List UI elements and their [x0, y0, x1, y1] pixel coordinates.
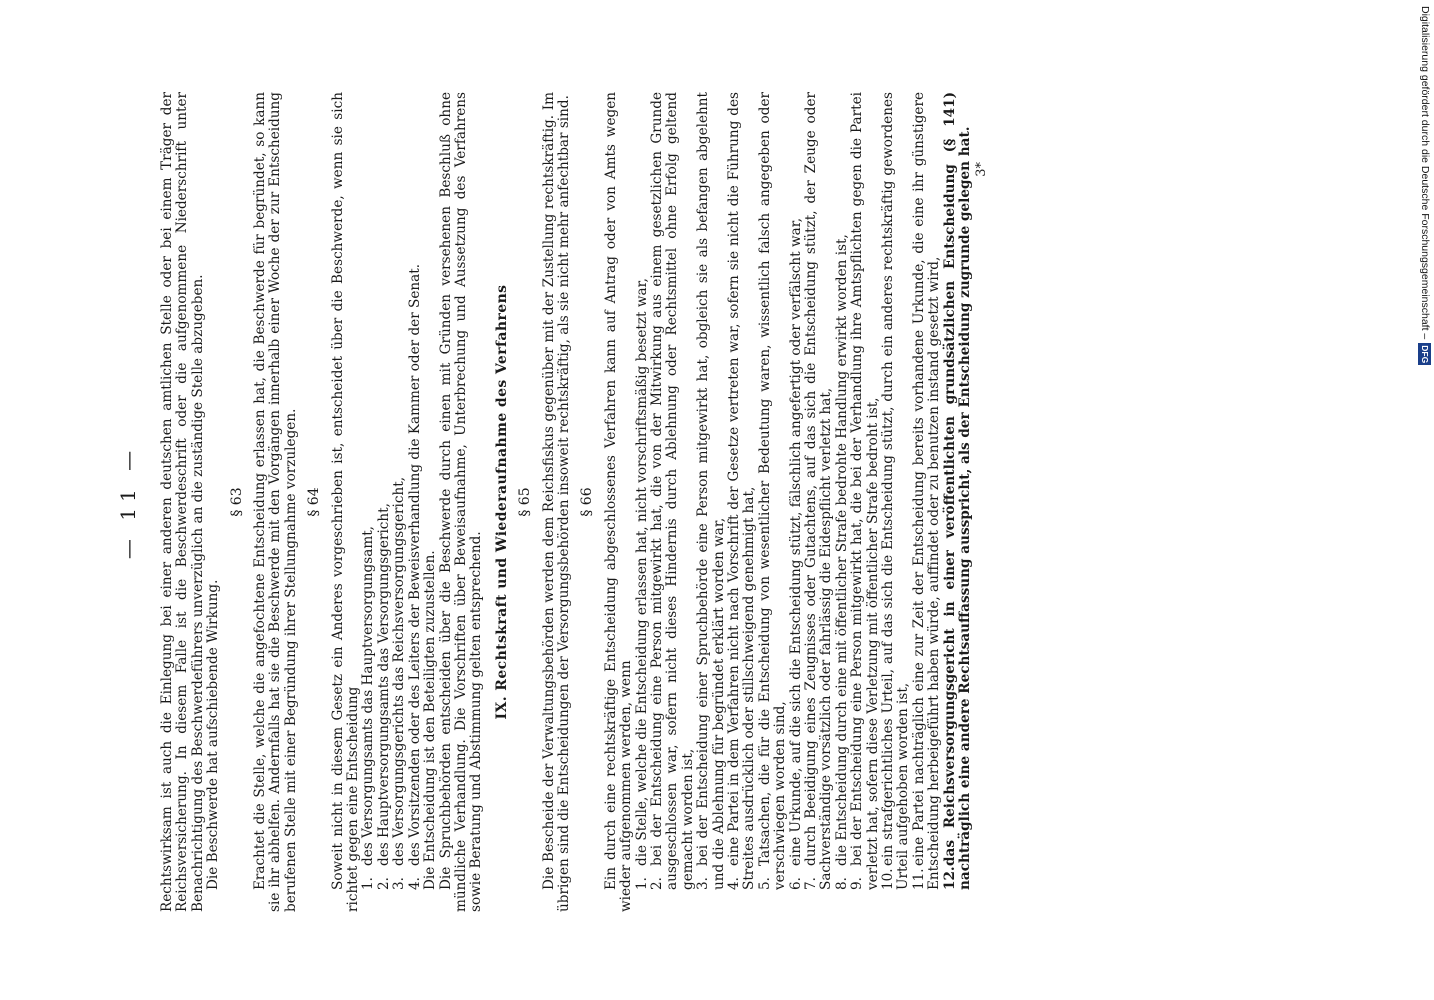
section-66-heading: § 66: [579, 487, 596, 517]
digitization-credit-text: Digitalisierung gefördert durch die Deutsche Forschungsgemeinschaft –: [1419, 6, 1431, 340]
list-66: [635, 92, 974, 912]
chapter-9-heading: IX. Rechtskraft und Wiederaufnahme des Verfahrens: [493, 284, 510, 720]
paragraph-64-delivery: Die Entscheidung ist den Beteiligten zuzustellen.: [422, 550, 439, 890]
list-item: 1.die Stelle, welche die Entscheidung erlassen hat, nicht vorschriftsmäßig besetzt war,: [633, 278, 650, 890]
list-item: 5.Tatsachen, die für die Entscheidung von wesentlicher Bedeutung waren, wissentlich falsch angegeben oder verschwiegen worden sind,: [756, 92, 789, 890]
list-item: 6.eine Urkunde, auf die sich die Entscheidung stützt, fälschlich angefertigt oder verfälscht war,: [787, 217, 804, 890]
list-item: 4.des Vorsitzenden oder des Leiters der Beweisverhandlung die Kammer oder der Senat.: [406, 263, 423, 890]
list-item: 3.bei der Entscheidung einer Spruchbehörde eine Person mitgewirkt hat, obgleich sie als befangen abgelehnt und die Ablehnung für begründet erklärt worden war,: [695, 92, 727, 890]
section-65-heading: § 65: [517, 487, 534, 517]
list-item: 2.des Hauptversorgungsamts das Versorgungsgericht,: [375, 503, 392, 890]
list-item: 10.ein strafgerichtliches Urteil, auf das sich die Entscheidung stützt, durch ein anderes rechtskräftig gewordenes Urteil aufgehoben worden ist,: [880, 92, 912, 890]
list-item: 9.bei der Entscheidung eine Person mitgewirkt hat, die bei der Verhandlung ihre Amtspflichten gegen die Partei verletzt hat, sofern diese Verletzung mit öffentlicher Strafe bedroht ist,: [849, 92, 881, 890]
section-63-heading: § 63: [228, 487, 245, 517]
paragraph-62-continued: Rechtswirksam ist auch die Einlegung bei einer anderen deutschen amtlichen Stelle oder bei einem Träger der Reichsversicherung. In diesem Falle ist die Beschwerdeschrift oder die aufgenommene Niederschrift unter Benachrichtigung des Beschwerdeführers unverzüglich an die zuständige Stelle abzugeben.: [159, 92, 206, 912]
paragraph-64-procedure: Die Spruchbehörden entscheiden über die Beschwerde durch einen mit Gründen versehenen Beschluß ohne mündliche Verhandlung. Die Vorschriften über Beweisaufnahme, Unterbrechung und Aussetzung des Verfahrens sowie Beratung und Abstimmung gelten entsprechend.: [437, 92, 485, 912]
list-item: 11.eine Partei nachträglich eine zur Zeit der Entscheidung bereits vorhandene Urkunde, die eine ihr günstigere Entscheidung herbeigeführt haben würde, auffindet oder zu benutzen instand gesetzt wird,: [910, 92, 943, 890]
digitization-credit-strip: [1418, 6, 1432, 396]
signature-mark: 3*: [973, 162, 989, 177]
paragraph-63: Erachtet die Stelle, welche die angefochtene Entscheidung erlassen hat, die Beschwerde für begründet, so kann sie ihr abhelfen. Andernfalls hat sie die Beschwerde mit den Vorgängen innerhalb einer Woche der zur Entscheidung berufenen Stelle mit einer Begründung ihrer Stellungnahme vorzulegen.: [252, 92, 299, 912]
list-item: 7.durch Beeidigung eines Zeugnisses oder Gutachtens, auf das sich die Entscheidung stützt, der Zeuge oder Sachverständige vorsätzlich oder fahrlässig die Eidespflicht verletzt hat,: [803, 92, 835, 890]
text-block: [118, 92, 992, 912]
paragraph-66: Ein durch eine rechtskräftige Entscheidung abgeschlossenes Verfahren kann auf Antrag oder von Amts wegen wieder aufgenommen werden, wenn: [602, 92, 635, 912]
list-item: 8.die Entscheidung durch eine mit öffentlicher Strafe bedrohte Handlung erwirkt worden ist,: [833, 234, 850, 890]
section-64-heading: § 64: [306, 487, 323, 517]
list-item: 1.des Versorgungsamts das Hauptversorgungsamt,: [360, 526, 377, 890]
list-item: 4.eine Partei in dem Verfahren nicht nach Vorschrift der Gesetze vertreten war, sofern sie nicht die Führung des Streites ausdrücklich oder stillschweigend genehmigt hat,: [726, 92, 758, 890]
dfg-logo-icon: DFG: [1420, 345, 1431, 364]
paragraph-65: Die Bescheide der Verwaltungsbehörden werden dem Reichsfiskus gegenüber mit der Zustellung rechtskräftig. Im übrigen sind die Entscheidungen der Versorgungsbehörden insoweit rechtskräftig, als sie nicht mehr anfechtbar sind.: [540, 92, 572, 912]
paragraph-64: Soweit nicht in diesem Gesetz ein Anderes vorgeschrieben ist, entscheidet über die Beschwerde, wenn sie sich richtet gegen eine Entscheidung: [329, 92, 362, 912]
list-item: 2.bei der Entscheidung eine Person mitgewirkt hat, die von der Mitwirkung aus einem gesetzlichen Grunde ausgeschlossen war, sofern nicht dieses Hindernis durch Ablehnung oder Rechtsmittel ohne Erfolg geltend gemacht worden ist,: [648, 92, 696, 890]
list-item: 3.des Versorgungsgerichts das Reichsversorgungsgericht,: [391, 476, 408, 890]
page-number: — 11 —: [116, 444, 140, 560]
paragraph-suspensive-effect: Die Beschwerde hat aufschiebende Wirkung.: [205, 579, 222, 890]
list-64: [361, 92, 423, 912]
list-item: 12.das Reichsversorgungsgericht in einer veröffentlichten grundsätzlichen Entscheidung (§ 141) nachträglich eine andere Rechtsauffassung ausspricht, als der Entscheidung zugrunde gelegen hat.: [941, 92, 974, 890]
